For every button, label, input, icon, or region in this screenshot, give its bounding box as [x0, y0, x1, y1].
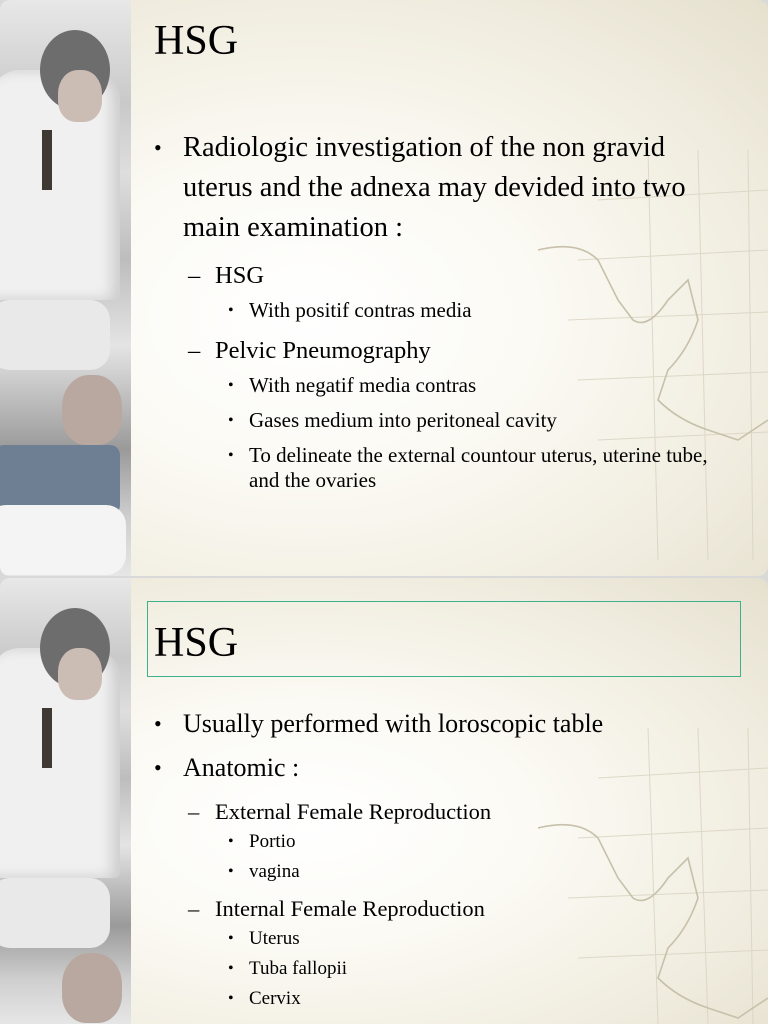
slide-title: HSG	[154, 18, 239, 64]
list-item	[150, 924, 710, 954]
list-item	[150, 260, 710, 292]
list-item	[150, 857, 710, 887]
list-item	[150, 984, 710, 1014]
bullet-icon: •	[228, 960, 234, 977]
bullet-text: Anatomic :	[183, 753, 300, 782]
bullet-text: Internal Female Reproduction	[215, 896, 485, 921]
bullet-text: With negatif media contras	[249, 373, 477, 397]
list-item	[150, 746, 710, 790]
list-item	[150, 954, 710, 984]
bullet-icon: •	[154, 755, 162, 780]
bullet-icon: •	[154, 135, 162, 160]
bullet-text: To delineate the external countour uterus, uterine tube, and the ovaries	[249, 443, 708, 492]
list-item	[150, 335, 710, 367]
bullet-text: Usually performed with loroscopic table	[183, 709, 604, 738]
bullet-icon: •	[228, 930, 234, 947]
list-item	[150, 373, 710, 398]
bullet-text: Radiologic investigation of the non gravid uterus and the adnexa may devided into two main examination :	[183, 132, 686, 243]
bullet-text: Gases medium into peritoneal cavity	[249, 408, 557, 432]
bullet-text: External Female Reproduction	[215, 799, 492, 824]
dash-icon: –	[188, 799, 200, 824]
doctor-patient-photo	[0, 578, 131, 1024]
dash-icon: –	[188, 262, 201, 289]
dash-icon: –	[188, 896, 200, 921]
slide-1-bullet-list	[150, 128, 710, 493]
bullet-icon: •	[228, 833, 234, 850]
bullet-text: With positif contras media	[249, 298, 472, 322]
bullet-text: vagina	[249, 861, 300, 882]
list-item	[150, 408, 710, 433]
bullet-text: Tuba fallopii	[249, 958, 347, 979]
bullet-text: Pelvic Pneumography	[215, 337, 431, 364]
list-item	[150, 298, 710, 323]
bullet-icon: •	[228, 412, 234, 429]
dash-icon: –	[188, 337, 201, 364]
slide-2-bullet-list	[150, 702, 710, 1014]
list-item	[150, 443, 710, 493]
list-item	[150, 827, 710, 857]
bullet-icon: •	[228, 863, 234, 880]
bullet-icon: •	[154, 711, 162, 736]
bullet-icon: •	[228, 990, 234, 1007]
list-item	[150, 128, 710, 248]
slide-2	[0, 578, 768, 1024]
bullet-text: Uterus	[249, 928, 300, 949]
bullet-icon: •	[228, 302, 234, 319]
list-item	[150, 893, 710, 924]
bullet-icon: •	[228, 447, 234, 464]
slide-title: HSG	[154, 620, 239, 666]
bullet-text: Cervix	[249, 988, 301, 1009]
list-item	[150, 796, 710, 827]
bullet-icon: •	[228, 377, 234, 394]
doctor-patient-photo	[0, 0, 131, 576]
bullet-text: Portio	[249, 831, 296, 852]
bullet-text: HSG	[215, 262, 265, 289]
list-item	[150, 702, 710, 746]
